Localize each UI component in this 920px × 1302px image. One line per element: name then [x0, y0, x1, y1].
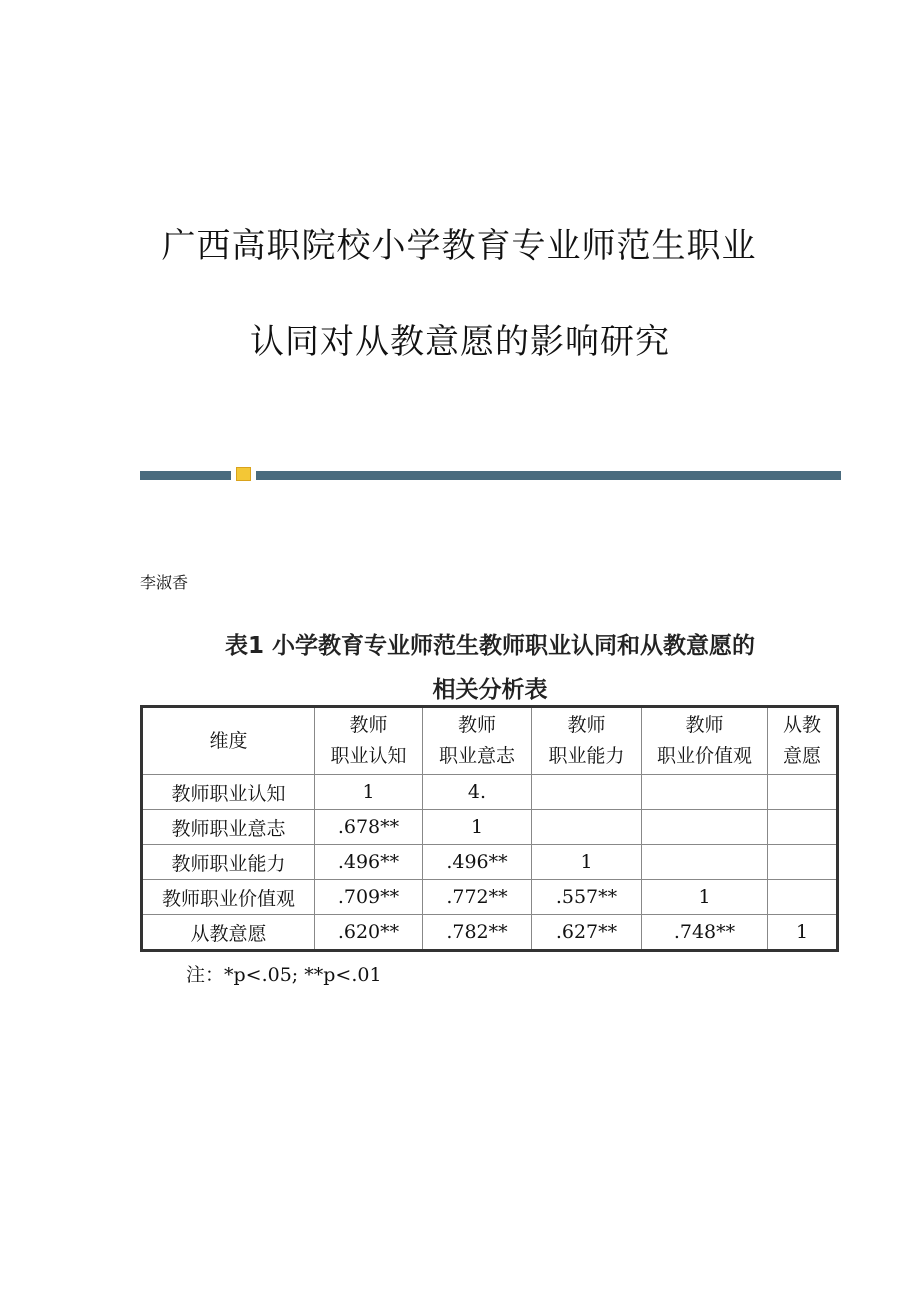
table-cell: .627**	[532, 915, 642, 951]
header-text: 维度	[209, 729, 248, 752]
caption-line2: 相关分析表	[432, 677, 548, 703]
table-row	[142, 880, 838, 915]
table-cell	[642, 775, 768, 810]
header-text: 教师	[567, 714, 606, 736]
table-cell: .782**	[423, 915, 532, 951]
table-cell: 1	[532, 845, 642, 880]
correlation-table	[140, 705, 839, 952]
divider-left	[140, 471, 231, 480]
table-row	[142, 915, 838, 951]
row-label: 教师职业能力	[142, 845, 315, 880]
envelope-icon	[236, 467, 251, 481]
table-cell: .709**	[315, 880, 423, 915]
table-cell	[642, 810, 768, 845]
caption-line1: 表1 小学教育专业师范生教师职业认同和从教意愿的	[224, 633, 755, 659]
header-text: 教师	[349, 714, 388, 736]
header-text: 教师	[685, 714, 724, 736]
table-cell: .678**	[315, 810, 423, 845]
table-caption	[140, 624, 840, 712]
table-row	[142, 775, 838, 810]
table-cell	[642, 845, 768, 880]
table-cell: .496**	[423, 845, 532, 880]
header-text: 职业认知	[330, 745, 407, 767]
header-text: 意愿	[782, 745, 821, 767]
row-label: 教师职业意志	[142, 810, 315, 845]
table-cell	[768, 810, 838, 845]
column-header	[532, 707, 642, 775]
header-text: 职业能力	[548, 745, 625, 767]
divider-right	[256, 471, 841, 480]
column-header	[768, 707, 838, 775]
column-header	[642, 707, 768, 775]
table-cell: .620**	[315, 915, 423, 951]
table-cell: 1	[315, 775, 423, 810]
header-text: 职业意志	[438, 745, 515, 767]
doc-title-line2: 认同对从教意愿的影响研究	[250, 322, 670, 362]
table-cell: 1	[768, 915, 838, 951]
header-text: 教师	[457, 714, 496, 736]
header-text: 职业价值观	[656, 745, 752, 767]
table-cell: .748**	[642, 915, 768, 951]
column-header	[142, 707, 315, 775]
table-cell	[532, 810, 642, 845]
header-text: 从教	[782, 714, 821, 736]
doc-title-line1: 广西高职院校小学教育专业师范生职业	[161, 226, 757, 266]
table-cell: .496**	[315, 845, 423, 880]
table-row	[142, 810, 838, 845]
row-label: 教师职业价值观	[142, 880, 315, 915]
table-cell: 1	[642, 880, 768, 915]
table-cell: .557**	[532, 880, 642, 915]
table-cell	[532, 775, 642, 810]
table-cell: 4.	[423, 775, 532, 810]
row-label: 从教意愿	[142, 915, 315, 951]
table-cell	[768, 880, 838, 915]
column-header	[423, 707, 532, 775]
table-cell	[768, 775, 838, 810]
table-cell	[768, 845, 838, 880]
author: 李淑香	[140, 573, 189, 592]
table-row	[142, 845, 838, 880]
column-header	[315, 707, 423, 775]
table-cell: .772**	[423, 880, 532, 915]
table-note: 注：*p<.05; **p<.01	[186, 964, 382, 986]
row-label: 教师职业认知	[142, 775, 315, 810]
table-cell: 1	[423, 810, 532, 845]
